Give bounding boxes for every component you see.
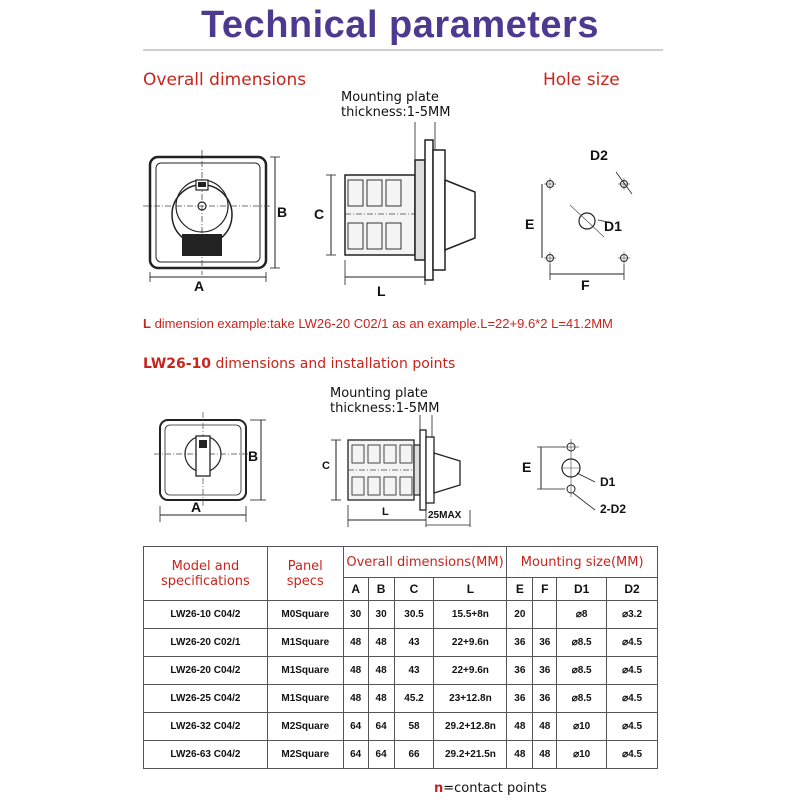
header-overall-dimensions: Overall dimensions(MM) (343, 547, 507, 578)
dim-e-label: E (525, 216, 535, 232)
page-title: Technical parameters (201, 4, 599, 46)
lw26-10-mounting-plate-label: Mounting plate thickness:1-5MM (330, 386, 440, 416)
hole-size-heading: Hole size (543, 70, 620, 90)
overall-dimensions-heading: Overall dimensions (143, 70, 307, 90)
subheader-b: B (368, 578, 394, 601)
lw26-10-dim-a: A (191, 499, 202, 515)
subheader-c: C (394, 578, 434, 601)
dim-a-label: A (194, 278, 205, 294)
lw26-10-heading: LW26-10 dimensions and installation points (143, 356, 456, 372)
lw26-10-front-drawing (150, 410, 275, 525)
subheader-l: L (434, 578, 507, 601)
subheader-d1: D1 (557, 578, 607, 601)
dim-d2-label: D2 (590, 147, 608, 163)
table-row: LW26-10 C04/2 M0Square 30 30 30.5 15.5+8n 20 ⌀8 ⌀3.2 (144, 601, 658, 629)
lw26-10-dim-25max: 25MAX (428, 510, 462, 521)
lw26-10-dim-b: B (248, 448, 259, 464)
dim-f-label: F (581, 277, 590, 293)
title-divider (143, 49, 663, 51)
side-view-drawing (315, 120, 490, 300)
table-row: LW26-25 C04/2 M1Square 48 48 45.2 23+12.8n 36 36 ⌀8.5 ⌀4.5 (144, 685, 658, 713)
front-view-drawing (140, 150, 290, 300)
lw26-10-dim-2d2: 2-D2 (600, 502, 627, 516)
subheader-e: E (507, 578, 533, 601)
contact-points-note: n=contact points (434, 781, 547, 796)
lw26-10-dim-c: C (322, 460, 330, 472)
subheader-a: A (343, 578, 368, 601)
mounting-plate-label: Mounting plate thickness:1-5MM (341, 90, 451, 120)
dim-c-label: C (314, 206, 325, 222)
hole-size-drawing (520, 150, 670, 290)
subheader-f: F (533, 578, 557, 601)
dim-d1-label: D1 (604, 218, 622, 234)
subheader-d2: D2 (607, 578, 658, 601)
dim-l-label: L (377, 283, 386, 299)
l-dimension-example: L dimension example:take LW26-20 C02/1 as an example.L=22+9.6*2 L=41.2MM (143, 316, 613, 331)
table-row: LW26-20 C02/1 M1Square 48 48 43 22+9.6n 36 36 ⌀8.5 ⌀4.5 (144, 629, 658, 657)
header-mounting-size: Mounting size(MM) (507, 547, 658, 578)
table-row: LW26-63 C04/2 M2Square 64 64 66 29.2+21.5n 48 48 ⌀10 ⌀4.5 (144, 741, 658, 769)
dim-b-label: B (277, 204, 288, 220)
lw26-10-dim-d1: D1 (600, 475, 616, 489)
specifications-table (143, 546, 658, 769)
table-row: LW26-20 C04/2 M1Square 48 48 43 22+9.6n 36 36 ⌀8.5 ⌀4.5 (144, 657, 658, 685)
lw26-10-dim-l: L (382, 506, 389, 518)
lw26-10-dim-e: E (522, 459, 532, 475)
header-panel: Panel specs (267, 547, 343, 601)
table-row: LW26-32 C04/2 M2Square 64 64 58 29.2+12.8n 48 48 ⌀10 ⌀4.5 (144, 713, 658, 741)
header-model: Model and specifications (144, 547, 268, 601)
